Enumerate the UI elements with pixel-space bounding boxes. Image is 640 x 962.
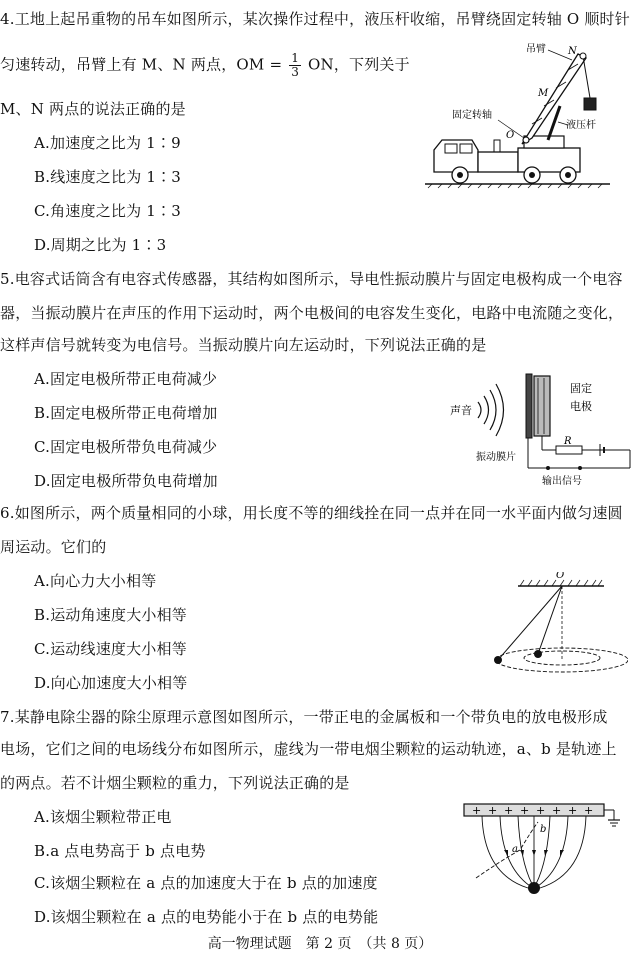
mic-label-diaphragm: 振动膜片 — [476, 452, 516, 463]
electrostatic-precipitator-figure — [462, 800, 632, 900]
q4-stem-line2-post: ON，下列关于 — [308, 55, 410, 74]
crane-label-M: M — [538, 88, 549, 99]
q5-option-a[interactable]: A.固定电极所带正电荷减少 — [34, 370, 218, 388]
q4-fraction-numerator: 1 — [291, 51, 300, 65]
q4-stem-line2-pre: 匀速转动，吊臂上有 M、N 两点，OM = — [0, 55, 283, 74]
q5-option-d[interactable]: D.固定电极所带负电荷增加 — [34, 472, 218, 490]
q7-stem-line2: 电场，它们之间的电场线分布如图所示，虚线为一带电烟尘颗粒的运动轨迹，a、b 是轨迹上 — [0, 740, 617, 758]
crane-label-O: O — [506, 130, 515, 141]
q6-option-b[interactable]: B.运动角速度大小相等 — [34, 606, 187, 624]
q7-option-d[interactable]: D.该烟尘颗粒在 a 点的电势能小于在 b 点的电势能 — [34, 908, 379, 926]
crane-label-arm: 吊臂 — [526, 44, 546, 55]
q5-stem-line3: 这样声信号就转变为电信号。当振动膜片向左运动时，下列说法正确的是 — [0, 336, 487, 354]
plate-plus-6: + — [552, 804, 562, 817]
crane-load — [584, 98, 596, 110]
q4-option-d[interactable]: D.周期之比为 1∶3 — [34, 236, 167, 254]
mic-resistor — [556, 446, 582, 454]
plate-plus-5: + — [536, 804, 546, 817]
q4-stem-line3: M、N 两点的说法正确的是 — [0, 100, 186, 118]
q4-option-b[interactable]: B.线速度之比为 1∶3 — [34, 168, 182, 186]
q4-fraction-denominator: 3 — [291, 65, 300, 79]
mic-label-output: 输出信号 — [542, 476, 582, 487]
plate-plus-8: + — [584, 804, 594, 817]
mic-label-fixed2: 电极 — [570, 400, 592, 413]
q5-stem-line2: 器，当振动膜片在声压的作用下运动时，两个电极间的电容发生变化，电路中电流随之变化， — [0, 304, 624, 322]
q6-option-a[interactable]: A.向心力大小相等 — [34, 572, 157, 590]
q6-option-c[interactable]: C.运动线速度大小相等 — [34, 640, 187, 658]
plate-plus-3: + — [504, 804, 514, 817]
mic-label-R: R — [564, 436, 572, 447]
trajectory-label-b: b — [540, 824, 547, 835]
q4-option-a[interactable]: A.加速度之比为 1∶9 — [34, 134, 181, 152]
q7-stem-line1: 7.某静电除尘器的除尘原理示意图如图所示，一带正电的金属板和一个带负电的放电极形成 — [0, 708, 608, 726]
mic-fixed-electrode — [534, 376, 550, 436]
q6-option-d[interactable]: D.向心加速度大小相等 — [34, 674, 188, 692]
q4-stem-line2 — [0, 52, 410, 79]
microphone-figure — [448, 368, 638, 488]
crane-truck-cab — [434, 140, 478, 172]
q6-stem-line2: 周运动。它们的 — [0, 538, 107, 556]
plate-plus-2: + — [488, 804, 498, 817]
q5-stem-line1: 5.电容式话筒含有电容式传感器，其结构如图所示，导电性振动膜片与固定电极构成一个电容 — [0, 270, 623, 288]
q4-option-c[interactable]: C.角速度之比为 1∶3 — [34, 202, 181, 220]
crane-label-N: N — [568, 46, 577, 57]
crane-label-hydraulic: 液压杆 — [566, 120, 596, 131]
pendulum-figure — [478, 572, 628, 690]
page-footer: 高一物理试题 第 2 页 （共 8 页） — [207, 936, 433, 952]
negative-electrode — [528, 882, 540, 894]
positive-plate — [464, 804, 604, 816]
pendulum-label-O: O — [556, 572, 565, 581]
crane-label-pivot: 固定转轴 — [452, 110, 492, 121]
q4-stem-line1: 4.工地上起吊重物的吊车如图所示，某次操作过程中，液压杆收缩，吊臂绕固定转轴 O 顺时针 — [0, 10, 630, 28]
q7-stem-line3: 的两点。若不计烟尘颗粒的重力，下列说法正确的是 — [0, 774, 350, 792]
plate-plus-1: + — [472, 804, 482, 817]
pendulum-ball-long — [494, 656, 502, 664]
q7-option-b[interactable]: B.a 点电势高于 b 点电势 — [34, 842, 206, 860]
pendulum-ball-short — [534, 650, 542, 658]
q7-option-c[interactable]: C.该烟尘颗粒在 a 点的加速度大于在 b 点的加速度 — [34, 874, 378, 892]
mic-diaphragm — [526, 374, 532, 438]
mic-label-sound: 声音 — [450, 404, 472, 417]
mic-label-fixed1: 固定 — [570, 382, 592, 395]
plate-plus-4: + — [520, 804, 530, 817]
sound-wave-icon — [478, 402, 481, 418]
crane-figure — [420, 40, 630, 192]
q5-option-c[interactable]: C.固定电极所带负电荷减少 — [34, 438, 218, 456]
q7-option-a[interactable]: A.该烟尘颗粒带正电 — [34, 808, 172, 826]
q5-option-b[interactable]: B.固定电极所带正电荷增加 — [34, 404, 218, 422]
q6-stem-line1: 6.如图所示，两个质量相同的小球，用长度不等的细线拴在同一点并在同一水平面内做匀速圆 — [0, 504, 623, 522]
trajectory-label-a: a — [512, 844, 518, 855]
plate-plus-7: + — [568, 804, 578, 817]
q4-fraction — [289, 52, 301, 79]
